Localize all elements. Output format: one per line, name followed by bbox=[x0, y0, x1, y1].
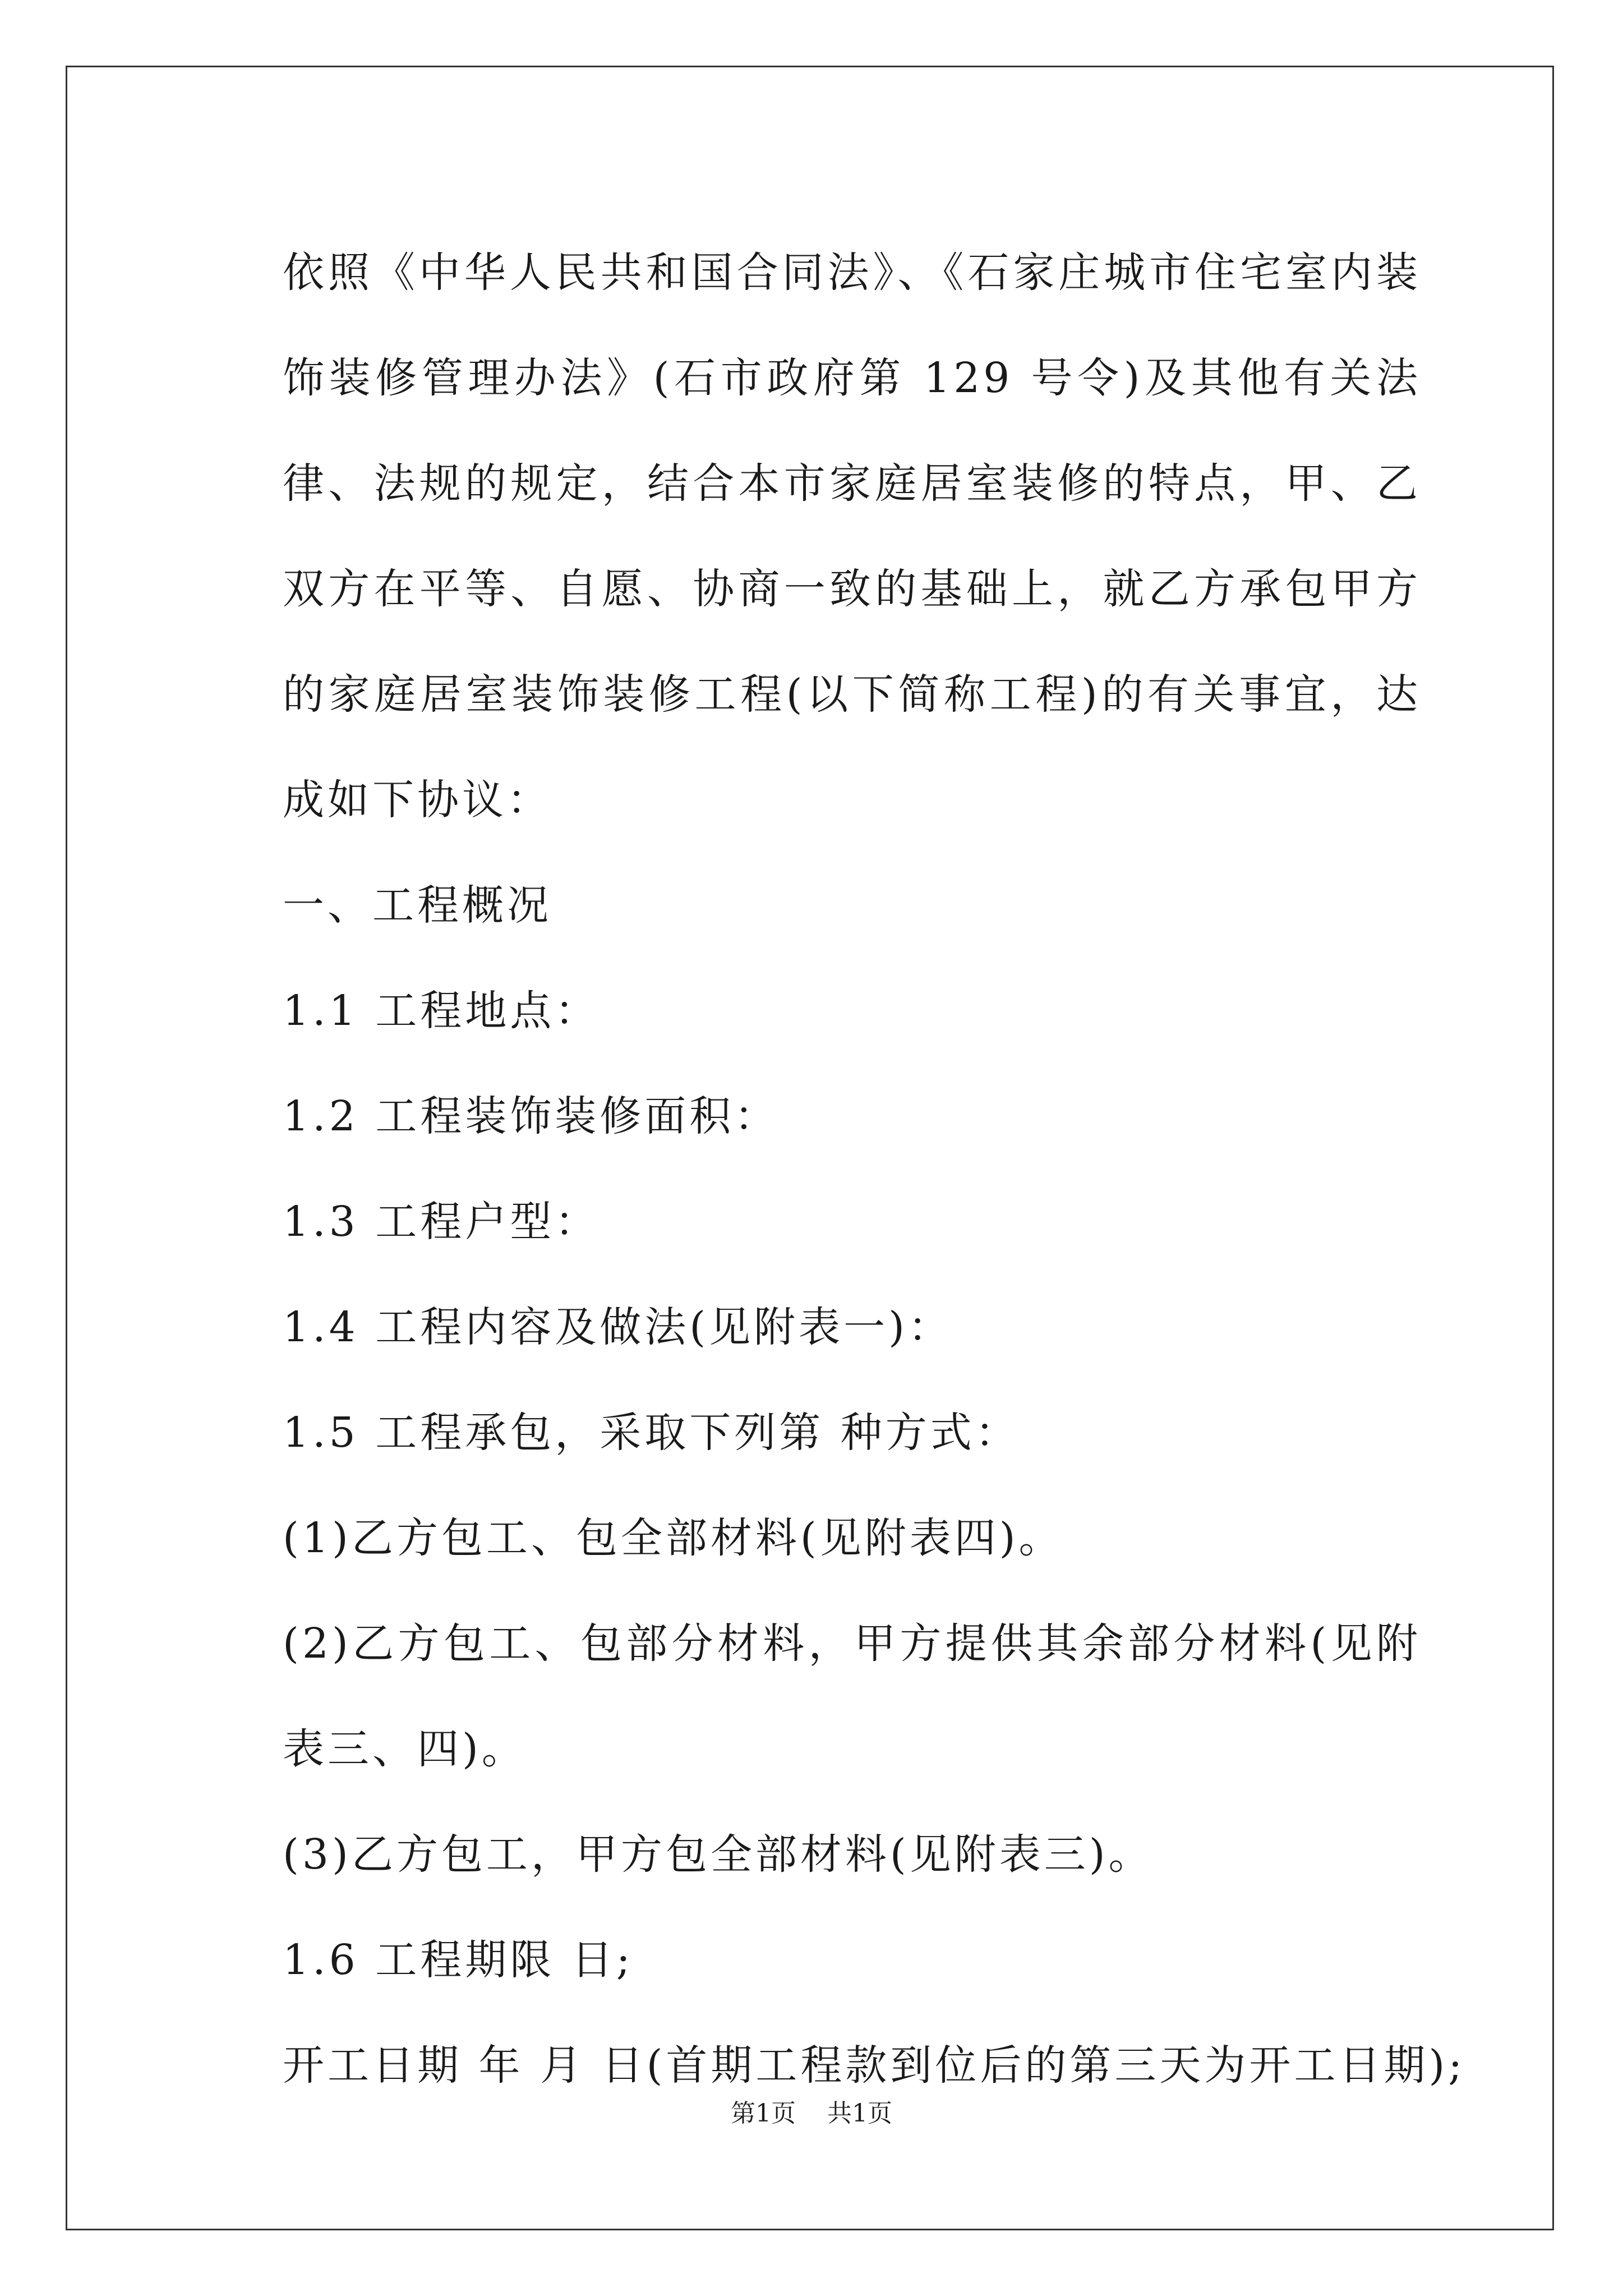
option-2: (2)乙方包工、包部分材料，甲方提供其余部分材料(见附表三、四)。 bbox=[283, 1619, 1421, 1773]
clause-1-2-area: 1.2 工程装饰装修面积： bbox=[283, 1092, 780, 1140]
page-footer bbox=[0, 2097, 1623, 2131]
clause-1-1-location: 1.1 工程地点： bbox=[283, 987, 600, 1035]
start-date-line: 开工日期 年 月 日(首期工程款到位后的第三天为开工日期); bbox=[283, 2041, 1466, 2090]
document-body bbox=[200, 220, 1466, 2118]
paragraph-preamble: 依照《中华人民共和国合同法》、《石家庄城市住宅室内装饰装修管理办法》(石市政府第 129 号令)及其他有关法律、法规的规定，结合本市家庭居室装修的特点，甲、乙双方在平等、自愿、协商一致的基础上，就乙方承包甲方的家庭居室装饰装修工程(以下简称工程)的有关事宜，达成如下协议： bbox=[283, 249, 1421, 824]
option-3: (3)乙方包工，甲方包全部材料(见附表三)。 bbox=[283, 1830, 1154, 1879]
clause-1-6-duration: 1.6 工程期限 日; bbox=[283, 1936, 634, 1984]
page-total: 共1页 bbox=[827, 2099, 892, 2128]
page-current: 第1页 bbox=[731, 2099, 796, 2128]
clause-1-3-layout: 1.3 工程户型： bbox=[283, 1198, 600, 1246]
option-1: (1)乙方包工、包全部材料(见附表四)。 bbox=[283, 1514, 1064, 1562]
clause-1-4-content: 1.4 工程内容及做法(见附表一)： bbox=[283, 1303, 953, 1351]
section-heading-project-overview: 一、工程概况 bbox=[283, 881, 552, 930]
clause-1-5-contract-mode: 1.5 工程承包，采取下列第 种方式： bbox=[283, 1409, 1020, 1457]
